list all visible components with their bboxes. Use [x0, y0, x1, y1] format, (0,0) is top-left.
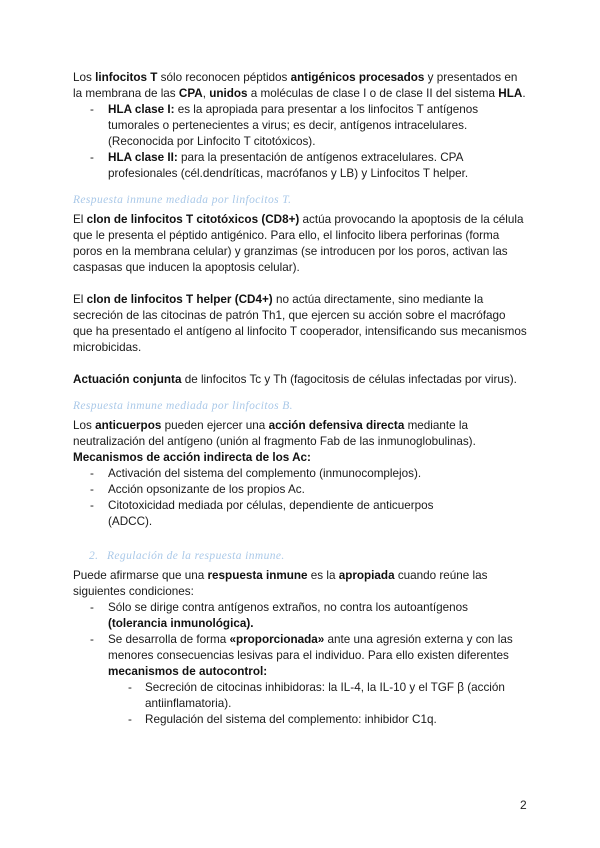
bold-term: CPA [178, 87, 203, 100]
paragraph: Los anticuerpos pueden ejercer una acción defensiva directa mediante la neutralización del antígeno (unión al fragmento Fab de las inmunoglobulinas). [73, 419, 476, 448]
list-item: - Sólo se dirige contra antígenos extraños, no contra los autoantígenos (tolerancia inmunológica). [73, 600, 528, 632]
page-number: 2 [520, 798, 527, 812]
section-heading-t: Respuesta inmune mediada por linfocitos T. [73, 194, 292, 206]
bold-term: HLA [498, 87, 523, 100]
list-item: - Activación del sistema del complemento (inmunocomplejos). [73, 466, 528, 482]
list-item: - HLA clase I: es la apropiada para presentar a los linfocitos T antígenos tumorales o pertenecientes a virus; es decir, antígenos intracelulares. (Reconocida por Linfocito T citotóxicos). [73, 102, 528, 150]
section-heading-regulation: 2. Regulación de la respuesta inmune. [89, 550, 285, 562]
list-item: - Regulación del sistema del complemento: inhibidor C1q. [73, 712, 528, 728]
autocontrol-list [73, 680, 528, 728]
list-item: - HLA clase II: para la presentación de antígenos extracelulares. CPA profesionales (cél.dendríticas, macrófanos y LB) y Linfocitos T helper. [73, 150, 528, 182]
intro-paragraph: Los linfocitos T sólo reconocen péptidos antigénicos procesados y presentados en la membrana de las CPA, unidos a moléculas de clase I o de clase II del sistema HLA. [73, 71, 526, 100]
paragraph: Actuación conjunta de linfocitos Tc y Th (fagocitosis de células infectadas por virus). [73, 373, 517, 386]
bold-term: unidos [209, 87, 248, 100]
hla-list [73, 102, 528, 182]
mechanisms-list [73, 466, 528, 530]
subheading: Mecanismos de acción indirecta de los Ac: [73, 451, 311, 464]
paragraph: El clon de linfocitos T citotóxicos (CD8+) actúa provocando la apoptosis de la célula que le presenta el péptido antigénico. Para ello, el linfocito libera perforinas (forma poros en la membrana celular) y granzimas (se introducen por los poros, activan las caspasas que inducen la apoptosis celular). [73, 213, 524, 274]
list-item: - Acción opsonizante de los propios Ac. [73, 482, 528, 498]
list-item: - Se desarrolla de forma «proporcionada» ante una agresión externa y con las menores consecuencias lesivas para el individuo. Para ello existen diferentes mecanismos de autocontrol: - Secreción de citocinas inhibidoras: la IL-4, la IL-10 y el TGF β (acción antiinflamatoria). - Regulación del sistema del complemento: inhibidor C1q. [73, 632, 528, 728]
list-item: - Secreción de citocinas inhibidoras: la IL-4, la IL-10 y el TGF β (acción antiinflamatoria). [73, 680, 528, 712]
conditions-list [73, 600, 528, 728]
bold-term: antigénicos procesados [290, 71, 425, 84]
paragraph: El clon de linfocitos T helper (CD4+) no actúa directamente, sino mediante la secreción de las citocinas de patrón Th1, que ejercen su acción sobre el macrófago que ha presentado el antígeno al linfocito T cooperador, intensificando sus mecanismos microbicidas. [73, 293, 527, 354]
list-item: - Citotoxicidad mediada por células, dependiente de anticuerpos (ADCC). [73, 498, 528, 530]
section-heading-b: Respuesta inmune mediada por linfocitos B. [73, 400, 293, 412]
document-body [73, 70, 528, 728]
paragraph: Puede afirmarse que una respuesta inmune es la apropiada cuando reúne las siguientes condiciones: [73, 569, 488, 598]
bold-term: linfocitos T [95, 71, 158, 84]
